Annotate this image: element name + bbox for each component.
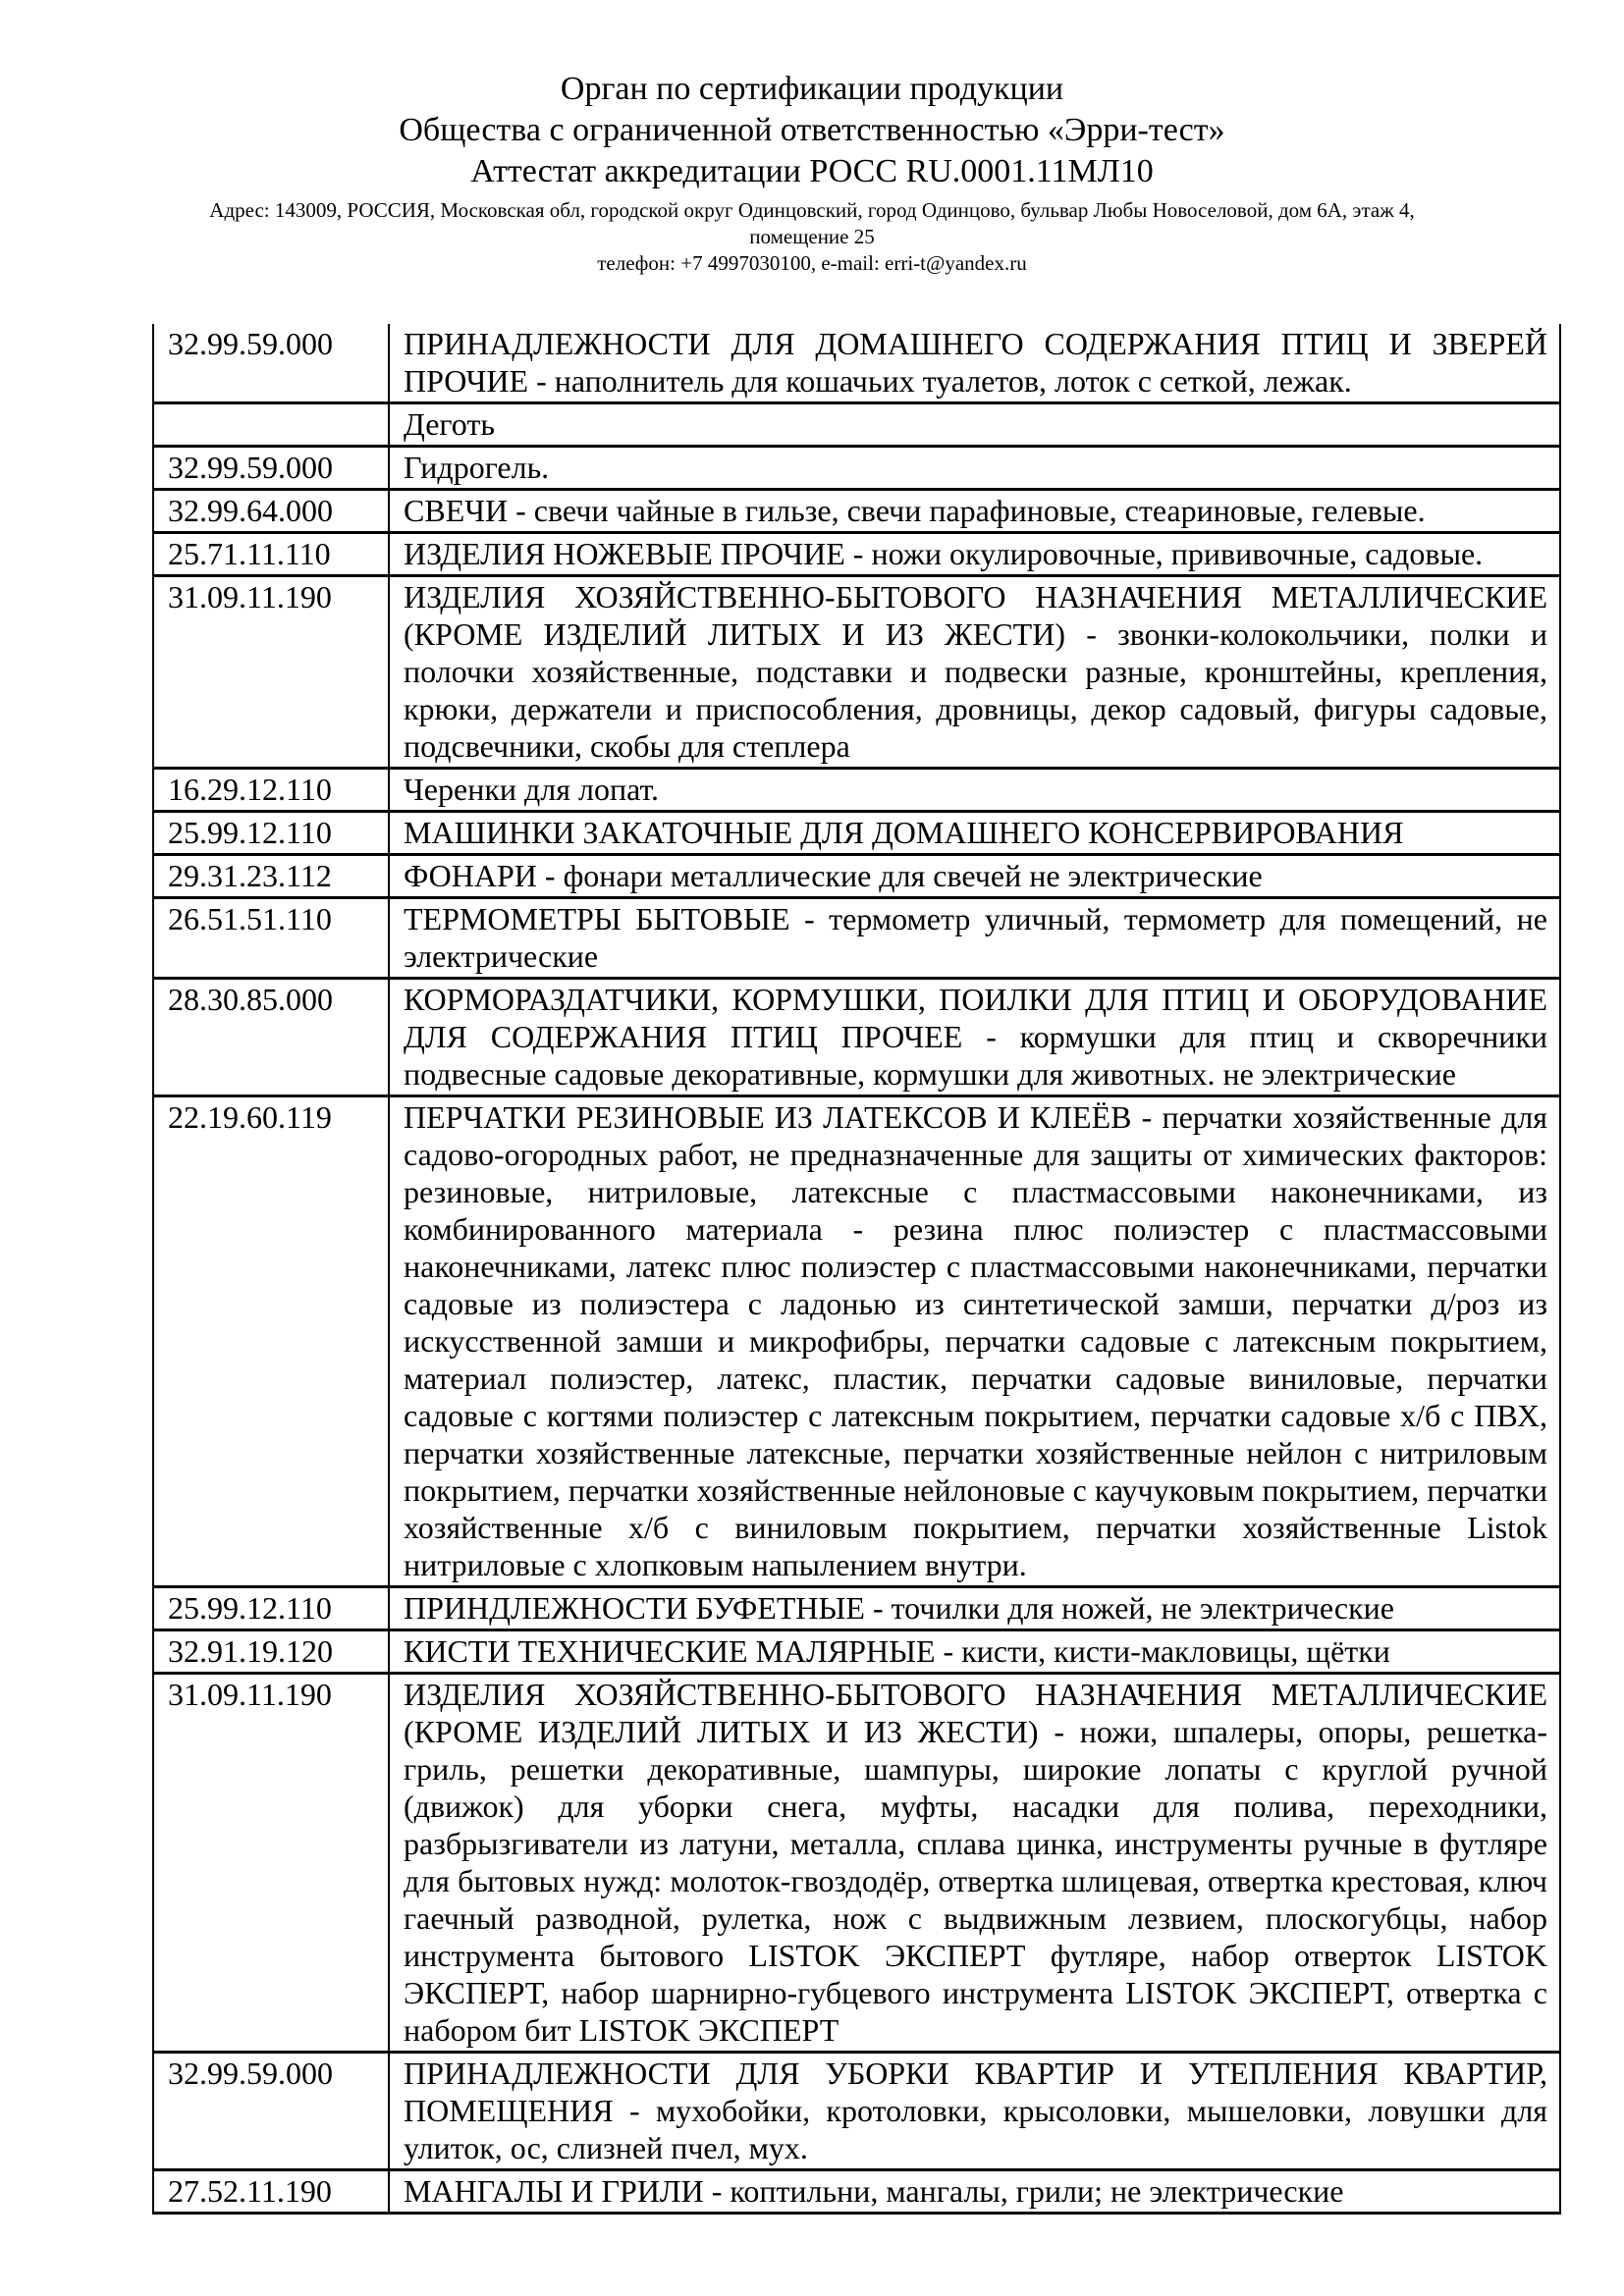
address-line1: Адрес: 143009, РОССИЯ, Московская обл, городской округ Одинцовский, город Одинцово, бульвар Любы Новоселовой, дом 6А, этаж 4,: [209, 198, 1415, 222]
product-code-cell: 25.71.11.110: [153, 533, 389, 576]
table-row: [153, 490, 1560, 533]
product-description-cell: Гидрогель.: [389, 447, 1560, 490]
product-codes-table-body: [153, 324, 1560, 2214]
contact-line: телефон: +7 4997030100, e-mail: erri-t@yandex.ru: [597, 251, 1027, 275]
product-code-cell: 25.99.12.110: [153, 812, 389, 855]
table-row: [153, 2170, 1560, 2214]
product-code-cell: 32.99.64.000: [153, 490, 389, 533]
product-code-cell: 31.09.11.190: [153, 576, 389, 769]
table-row: [153, 1587, 1560, 1630]
table-row: [153, 403, 1560, 447]
product-description-cell: КИСТИ ТЕХНИЧЕСКИЕ МАЛЯРНЫЕ - кисти, кисти-макловицы, щётки: [389, 1630, 1560, 1674]
accreditation-line: Аттестат аккредитации РОСС RU.0001.11МЛ10: [470, 153, 1154, 189]
product-description-cell: МАШИНКИ ЗАКАТОЧНЫЕ ДЛЯ ДОМАШНЕГО КОНСЕРВИРОВАНИЯ: [389, 812, 1560, 855]
product-description-cell: СВЕЧИ - свечи чайные в гильзе, свечи парафиновые, стеариновые, гелевые.: [389, 490, 1560, 533]
product-description-cell: ПРИНДЛЕЖНОСТИ БУФЕТНЫЕ - точилки для ножей, не электрические: [389, 1587, 1560, 1630]
table-row: [153, 2053, 1560, 2170]
product-codes-table: [152, 324, 1561, 2215]
product-description-cell: ПРИНАДЛЕЖНОСТИ ДЛЯ УБОРКИ КВАРТИР И УТЕПЛЕНИЯ КВАРТИР, ПОМЕЩЕНИЯ - мухобойки, кротоловки, крысоловки, мышеловки, ловушки для улиток, ос, слизней пчел, мух.: [389, 2053, 1560, 2170]
address-block: [0, 197, 1624, 277]
table-row: [153, 898, 1560, 979]
document-header: [0, 0, 1624, 277]
product-code-cell: 29.31.23.112: [153, 855, 389, 898]
product-code-cell: 16.29.12.110: [153, 769, 389, 812]
product-description-cell: ИЗДЕЛИЯ НОЖЕВЫЕ ПРОЧИЕ - ножи окулировочные, прививочные, садовые.: [389, 533, 1560, 576]
table-row: [153, 812, 1560, 855]
table-row: [153, 855, 1560, 898]
product-description-cell: ПЕРЧАТКИ РЕЗИНОВЫЕ ИЗ ЛАТЕКСОВ И КЛЕЁВ - перчатки хозяйственные для садово-огородных работ, не предназначенные для защиты от химических факторов: резиновые, нитриловые, латексные с пластмассовыми наконечниками, из комбинированного материала - резина плюс полиэстер с пластмассовыми наконечниками, латекс плюс полиэстер с пластмассовыми наконечниками, перчатки садовые из полиэстера с ладонью из синтетической замши, перчатки д/роз из искусственной замши и микрофибры, перчатки садовые с латексным покрытием, материал полиэстер, латекс, пластик, перчатки садовые виниловые, перчатки садовые с когтями полиэстер с латексным покрытием, перчатки садовые х/б с ПВХ, перчатки хозяйственные латексные, перчатки хозяйственные нейлон с нитриловым покрытием, перчатки хозяйственные нейлоновые с каучуковым покрытием, перчатки хозяйственные х/б с виниловым покрытием, перчатки хозяйственные Listok нитриловые с хлопковым напылением внутри.: [389, 1096, 1560, 1587]
product-code-cell: [153, 403, 389, 447]
product-code-cell: 32.91.19.120: [153, 1630, 389, 1674]
table-row: [153, 576, 1560, 769]
product-description-cell: МАНГАЛЫ И ГРИЛИ - коптильни, мангалы, грили; не электрические: [389, 2170, 1560, 2214]
product-description-cell: ИЗДЕЛИЯ ХОЗЯЙСТВЕННО-БЫТОВОГО НАЗНАЧЕНИЯ МЕТАЛЛИЧЕСКИЕ (КРОМЕ ИЗДЕЛИЙ ЛИТЫХ И ИЗ ЖЕСТИ) - звонки-колокольчики, полки и полочки хозяйственные, подставки и подвески разные, кронштейны, крепления, крюки, держатели и приспособления, дровницы, декор садовый, фигуры садовые, подсвечники, скобы для степлера: [389, 576, 1560, 769]
table-row: [153, 533, 1560, 576]
product-code-cell: 32.99.59.000: [153, 2053, 389, 2170]
product-description-cell: Черенки для лопат.: [389, 769, 1560, 812]
table-row: [153, 979, 1560, 1096]
product-description-cell: ТЕРМОМЕТРЫ БЫТОВЫЕ - термометр уличный, термометр для помещений, не электрические: [389, 898, 1560, 979]
product-code-cell: 31.09.11.190: [153, 1674, 389, 2053]
table-row: [153, 447, 1560, 490]
product-code-cell: 32.99.59.000: [153, 447, 389, 490]
product-description-cell: ПРИНАДЛЕЖНОСТИ ДЛЯ ДОМАШНЕГО СОДЕРЖАНИЯ ПТИЦ И ЗВЕРЕЙ ПРОЧИЕ - наполнитель для кошачьих туалетов, лоток с сеткой, лежак.: [389, 324, 1560, 403]
product-code-cell: 27.52.11.190: [153, 2170, 389, 2214]
product-code-cell: 26.51.51.110: [153, 898, 389, 979]
table-row: [153, 1096, 1560, 1587]
product-description-cell: КОРМОРАЗДАТЧИКИ, КОРМУШКИ, ПОИЛКИ ДЛЯ ПТИЦ И ОБОРУДОВАНИЕ ДЛЯ СОДЕРЖАНИЯ ПТИЦ ПРОЧЕЕ - кормушки для птиц и скворечники подвесные садовые декоративные, кормушки для животных. не электрические: [389, 979, 1560, 1096]
product-code-cell: 32.99.59.000: [153, 324, 389, 403]
org-title-line2: Общества с ограниченной ответственностью «Эрри-тест»: [399, 112, 1225, 148]
product-description-cell: Деготь: [389, 403, 1560, 447]
org-title-line1: Орган по сертификации продукции: [560, 71, 1064, 107]
table-row: [153, 769, 1560, 812]
table-row: [153, 1630, 1560, 1674]
product-code-cell: 28.30.85.000: [153, 979, 389, 1096]
table-row: [153, 324, 1560, 403]
product-description-cell: ФОНАРИ - фонари металлические для свечей не электрические: [389, 855, 1560, 898]
product-code-cell: 25.99.12.110: [153, 1587, 389, 1630]
address-line2: помещение 25: [749, 225, 875, 248]
product-description-cell: ИЗДЕЛИЯ ХОЗЯЙСТВЕННО-БЫТОВОГО НАЗНАЧЕНИЯ МЕТАЛЛИЧЕСКИЕ (КРОМЕ ИЗДЕЛИЙ ЛИТЫХ И ИЗ ЖЕСТИ) - ножи, шпалеры, опоры, решетка-гриль, решетки декоративные, шампуры, широкие лопаты с круглой ручной (движок) для уборки снега, муфты, насадки для полива, переходники, разбрызгиватели из латуни, металла, сплава цинка, инструменты ручные в футляре для бытовых нужд: молоток-гвоздодёр, отвертка шлицевая, отвертка крестовая, ключ гаечный разводной, рулетка, нож с выдвижным лезвием, плоскогубцы, набор инструмента бытового LISTOK ЭКСПЕРТ футляре, набор отверток LISTOK ЭКСПЕРТ, набор шарнирно-губцевого инструмента LISTOK ЭКСПЕРТ, отвертка с набором бит LISTOK ЭКСПЕРТ: [389, 1674, 1560, 2053]
table-row: [153, 1674, 1560, 2053]
product-code-cell: 22.19.60.119: [153, 1096, 389, 1587]
